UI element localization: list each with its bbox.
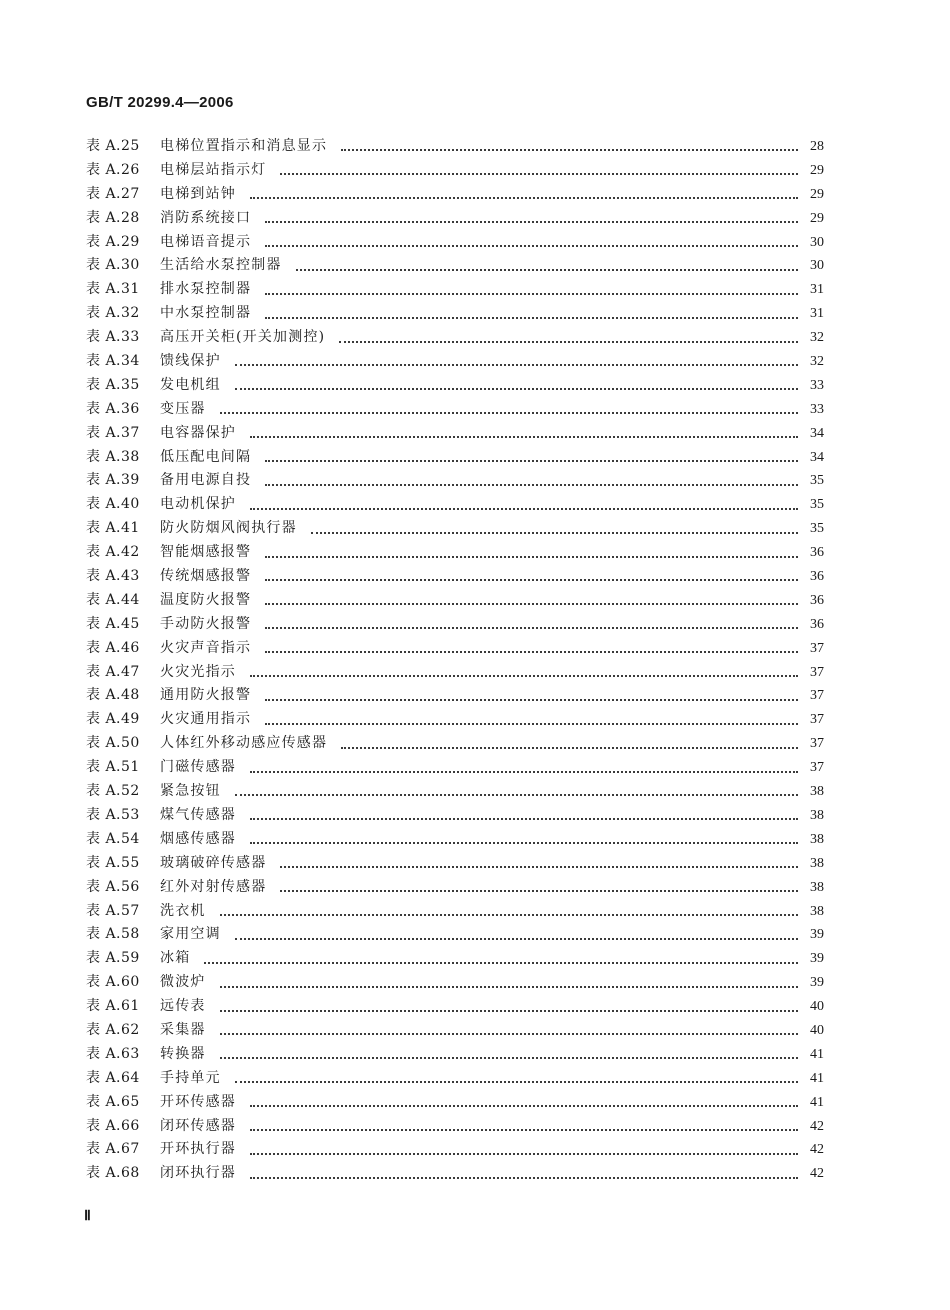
toc-entry-number: 表 A.26 [86, 161, 140, 178]
toc-entry[interactable] [86, 422, 824, 446]
toc-entry-page: 41 [810, 1070, 824, 1086]
toc-entry-title: 烟感传感器 [160, 830, 236, 847]
toc-entry-page: 38 [810, 807, 824, 823]
toc-entry-page: 35 [810, 497, 824, 513]
dot-leader [235, 387, 798, 390]
toc-entry[interactable] [86, 900, 824, 924]
toc-entry-number: 表 A.29 [86, 233, 140, 250]
toc-entry[interactable] [86, 708, 824, 732]
toc-entry[interactable] [86, 1067, 824, 1091]
toc-entry[interactable] [86, 684, 824, 708]
toc-entry-number: 表 A.54 [86, 830, 140, 847]
dot-leader [235, 363, 798, 366]
toc-entry-title: 中水泵控制器 [160, 305, 252, 322]
dot-leader [265, 220, 798, 223]
toc-entry-number: 表 A.62 [86, 1021, 140, 1038]
toc-entry-number: 表 A.34 [86, 353, 140, 370]
toc-entry-number: 表 A.39 [86, 472, 140, 489]
toc-entry-number: 表 A.64 [86, 1069, 140, 1086]
dot-leader [280, 865, 798, 868]
toc-entry[interactable] [86, 135, 824, 159]
toc-entry-title: 变压器 [160, 400, 206, 417]
toc-entry-page: 36 [810, 592, 824, 608]
toc-entry-number: 表 A.60 [86, 974, 140, 991]
toc-entry[interactable] [86, 876, 824, 900]
toc-entry-title: 门磁传感器 [160, 759, 236, 776]
toc-entry-title: 温度防火报警 [160, 591, 252, 608]
toc-entry[interactable] [86, 1091, 824, 1115]
toc-entry-page: 31 [810, 306, 824, 322]
toc-entry[interactable] [86, 637, 824, 661]
toc-entry-page: 31 [810, 282, 824, 298]
toc-entry[interactable] [86, 732, 824, 756]
dot-leader [250, 196, 798, 199]
dot-leader [265, 722, 798, 725]
toc-entry[interactable] [86, 1043, 824, 1067]
toc-entry-page: 32 [810, 354, 824, 370]
toc-entry[interactable] [86, 517, 824, 541]
toc-entry-page: 39 [810, 951, 824, 967]
toc-entry-title: 开环传感器 [160, 1093, 236, 1110]
dot-leader [235, 793, 798, 796]
dot-leader [250, 841, 798, 844]
toc-entry[interactable] [86, 350, 824, 374]
table-of-contents [86, 135, 824, 1186]
toc-entry-number: 表 A.61 [86, 998, 140, 1015]
dot-leader [280, 889, 798, 892]
toc-entry[interactable] [86, 541, 824, 565]
toc-entry-title: 低压配电间隔 [160, 448, 252, 465]
toc-entry-title: 排水泵控制器 [160, 281, 252, 298]
toc-entry[interactable] [86, 469, 824, 493]
toc-entry-number: 表 A.25 [86, 138, 140, 154]
dot-leader [265, 292, 798, 295]
dot-leader [265, 698, 798, 701]
toc-entry-number: 表 A.66 [86, 1117, 140, 1134]
toc-entry-page: 37 [810, 760, 824, 776]
toc-entry[interactable] [86, 589, 824, 613]
dot-leader [250, 1152, 798, 1155]
toc-entry-number: 表 A.37 [86, 424, 140, 441]
toc-entry[interactable] [86, 374, 824, 398]
toc-entry-title: 电梯语音提示 [160, 233, 252, 250]
toc-entry-page: 41 [810, 1094, 824, 1110]
toc-entry[interactable] [86, 756, 824, 780]
standard-number: GB/T 20299.4—2006 [86, 94, 234, 111]
toc-entry-page: 36 [810, 545, 824, 561]
toc-entry-page: 29 [810, 186, 824, 202]
dot-leader [250, 1104, 798, 1107]
toc-entry-page: 40 [810, 999, 824, 1015]
toc-entry-title: 火灾声音指示 [160, 639, 252, 656]
toc-entry-page: 41 [810, 1046, 824, 1062]
toc-entry-page: 33 [810, 377, 824, 393]
dot-leader [204, 961, 798, 964]
toc-entry-page: 39 [810, 927, 824, 943]
toc-entry-title: 消防系统接口 [160, 209, 252, 226]
toc-entry-title: 采集器 [160, 1021, 206, 1038]
toc-entry-title: 火灾光指示 [160, 663, 236, 680]
toc-entry-number: 表 A.48 [86, 687, 140, 704]
dot-leader [220, 1056, 798, 1059]
toc-entry[interactable] [86, 183, 824, 207]
toc-entry-title: 电梯位置指示和消息显示 [160, 138, 328, 154]
toc-entry-title: 电梯到站钟 [160, 185, 236, 202]
toc-entry-page: 36 [810, 616, 824, 632]
toc-entry-page: 29 [810, 162, 824, 178]
toc-entry-number: 表 A.42 [86, 544, 140, 561]
toc-entry-title: 闭环传感器 [160, 1117, 236, 1134]
toc-entry-title: 生活给水泵控制器 [160, 257, 282, 274]
toc-entry-title: 发电机组 [160, 376, 221, 393]
toc-entry[interactable] [86, 804, 824, 828]
toc-entry-number: 表 A.33 [86, 329, 140, 346]
toc-entry-title: 微波炉 [160, 974, 206, 991]
toc-entry-page: 36 [810, 569, 824, 585]
toc-entry-number: 表 A.40 [86, 496, 140, 513]
toc-entry[interactable] [86, 159, 824, 183]
toc-entry-number: 表 A.67 [86, 1141, 140, 1158]
toc-entry-number: 表 A.68 [86, 1165, 140, 1182]
dot-leader [250, 817, 798, 820]
dot-leader [265, 244, 798, 247]
toc-entry[interactable] [86, 852, 824, 876]
toc-entry-number: 表 A.36 [86, 400, 140, 417]
toc-entry[interactable] [86, 1019, 824, 1043]
toc-entry-title: 玻璃破碎传感器 [160, 854, 267, 871]
dot-leader [339, 340, 798, 343]
toc-entry-page: 30 [810, 258, 824, 274]
toc-entry-number: 表 A.53 [86, 806, 140, 823]
toc-entry-page: 34 [810, 449, 824, 465]
toc-entry[interactable] [86, 565, 824, 589]
toc-entry-title: 家用空调 [160, 926, 221, 943]
dot-leader [265, 602, 798, 605]
toc-entry-title: 高压开关柜(开关加测控) [160, 329, 326, 346]
toc-entry-number: 表 A.56 [86, 878, 140, 895]
toc-entry-page: 28 [810, 139, 824, 154]
toc-entry-title: 开环执行器 [160, 1141, 236, 1158]
dot-leader [250, 1128, 798, 1131]
toc-entry[interactable] [86, 661, 824, 685]
toc-entry-page: 32 [810, 330, 824, 346]
dot-leader [250, 435, 798, 438]
dot-leader [220, 913, 798, 916]
toc-entry-page: 37 [810, 736, 824, 752]
dot-leader [341, 148, 798, 151]
toc-entry-page: 40 [810, 1022, 824, 1038]
toc-entry-number: 表 A.47 [86, 663, 140, 680]
toc-entry[interactable] [86, 828, 824, 852]
toc-entry-title: 闭环执行器 [160, 1165, 236, 1182]
dot-leader [220, 985, 798, 988]
toc-entry-page: 29 [810, 210, 824, 226]
toc-entry[interactable] [86, 207, 824, 231]
toc-entry[interactable] [86, 971, 824, 995]
toc-entry-number: 表 A.35 [86, 376, 140, 393]
toc-entry[interactable] [86, 446, 824, 470]
toc-entry-number: 表 A.57 [86, 902, 140, 919]
toc-entry[interactable] [86, 493, 824, 517]
toc-entry-title: 备用电源自投 [160, 472, 252, 489]
toc-entry-number: 表 A.55 [86, 854, 140, 871]
toc-entry[interactable] [86, 1162, 824, 1186]
toc-entry-title: 远传表 [160, 998, 206, 1015]
dot-leader [265, 555, 798, 558]
toc-entry[interactable] [86, 1115, 824, 1139]
toc-entry[interactable] [86, 302, 824, 326]
toc-entry-title: 智能烟感报警 [160, 544, 252, 561]
toc-entry-title: 电容器保护 [160, 424, 236, 441]
dot-leader [250, 507, 798, 510]
dot-leader [250, 1176, 798, 1179]
dot-leader [341, 746, 798, 749]
toc-entry-number: 表 A.41 [86, 520, 140, 537]
toc-entry-title: 紧急按钮 [160, 783, 221, 800]
toc-entry-title: 馈线保护 [160, 353, 221, 370]
toc-entry-title: 冰箱 [160, 950, 191, 967]
toc-entry-page: 30 [810, 234, 824, 250]
toc-entry-page: 42 [810, 1118, 824, 1134]
toc-entry-page: 38 [810, 879, 824, 895]
dot-leader [235, 937, 798, 940]
dot-leader [220, 1032, 798, 1035]
toc-entry[interactable] [86, 231, 824, 255]
dot-leader [265, 626, 798, 629]
dot-leader [311, 531, 798, 534]
toc-entry-page: 42 [810, 1166, 824, 1182]
dot-leader [220, 411, 798, 414]
page-number: Ⅱ [84, 1209, 91, 1224]
toc-entry-number: 表 A.46 [86, 639, 140, 656]
dot-leader [235, 1080, 798, 1083]
toc-entry-number: 表 A.44 [86, 591, 140, 608]
toc-entry-page: 38 [810, 903, 824, 919]
toc-entry-title: 红外对射传感器 [160, 878, 267, 895]
toc-entry[interactable] [86, 613, 824, 637]
toc-entry-number: 表 A.31 [86, 281, 140, 298]
toc-entry-page: 33 [810, 401, 824, 417]
toc-entry-number: 表 A.32 [86, 305, 140, 322]
toc-entry-page: 34 [810, 425, 824, 441]
toc-entry-page: 39 [810, 975, 824, 991]
toc-entry-page: 37 [810, 688, 824, 704]
toc-entry[interactable] [86, 780, 824, 804]
toc-entry-number: 表 A.58 [86, 926, 140, 943]
toc-entry-title: 手持单元 [160, 1069, 221, 1086]
toc-entry-title: 煤气传感器 [160, 806, 236, 823]
toc-entry[interactable] [86, 995, 824, 1019]
toc-entry-title: 人体红外移动感应传感器 [160, 735, 328, 752]
toc-entry-title: 通用防火报警 [160, 687, 252, 704]
toc-entry-number: 表 A.50 [86, 735, 140, 752]
toc-entry-number: 表 A.52 [86, 783, 140, 800]
toc-entry-number: 表 A.49 [86, 711, 140, 728]
toc-entry-number: 表 A.65 [86, 1093, 140, 1110]
toc-entry-number: 表 A.27 [86, 185, 140, 202]
toc-entry-number: 表 A.51 [86, 759, 140, 776]
dot-leader [296, 268, 798, 271]
toc-entry-page: 37 [810, 712, 824, 728]
toc-entry-number: 表 A.30 [86, 257, 140, 274]
toc-entry-title: 火灾通用指示 [160, 711, 252, 728]
toc-entry-title: 防火防烟风阀执行器 [160, 520, 297, 537]
toc-entry-number: 表 A.59 [86, 950, 140, 967]
toc-entry-number: 表 A.38 [86, 448, 140, 465]
toc-entry-title: 电梯层站指示灯 [160, 161, 267, 178]
toc-entry-number: 表 A.63 [86, 1045, 140, 1062]
toc-entry-number: 表 A.43 [86, 568, 140, 585]
toc-entry[interactable] [86, 326, 824, 350]
toc-entry-title: 手动防火报警 [160, 615, 252, 632]
toc-entry[interactable] [86, 278, 824, 302]
toc-entry-title: 电动机保护 [160, 496, 236, 513]
toc-entry-page: 38 [810, 831, 824, 847]
dot-leader [265, 316, 798, 319]
dot-leader [265, 459, 798, 462]
toc-entry[interactable] [86, 923, 824, 947]
toc-entry-page: 38 [810, 855, 824, 871]
toc-entry-page: 37 [810, 664, 824, 680]
dot-leader [265, 650, 798, 653]
dot-leader [250, 674, 798, 677]
dot-leader [250, 770, 798, 773]
dot-leader [280, 172, 798, 175]
toc-entry[interactable] [86, 398, 824, 422]
toc-entry-page: 35 [810, 473, 824, 489]
toc-entry[interactable] [86, 947, 824, 971]
toc-entry-number: 表 A.45 [86, 615, 140, 632]
dot-leader [220, 1009, 798, 1012]
toc-entry-title: 传统烟感报警 [160, 568, 252, 585]
toc-entry-page: 42 [810, 1142, 824, 1158]
toc-entry-page: 37 [810, 640, 824, 656]
toc-entry-page: 38 [810, 784, 824, 800]
toc-entry-number: 表 A.28 [86, 209, 140, 226]
toc-entry[interactable] [86, 1138, 824, 1162]
toc-entry-page: 35 [810, 521, 824, 537]
toc-entry[interactable] [86, 254, 824, 278]
toc-entry-title: 洗衣机 [160, 902, 206, 919]
dot-leader [265, 483, 798, 486]
toc-entry-title: 转换器 [160, 1045, 206, 1062]
dot-leader [265, 578, 798, 581]
